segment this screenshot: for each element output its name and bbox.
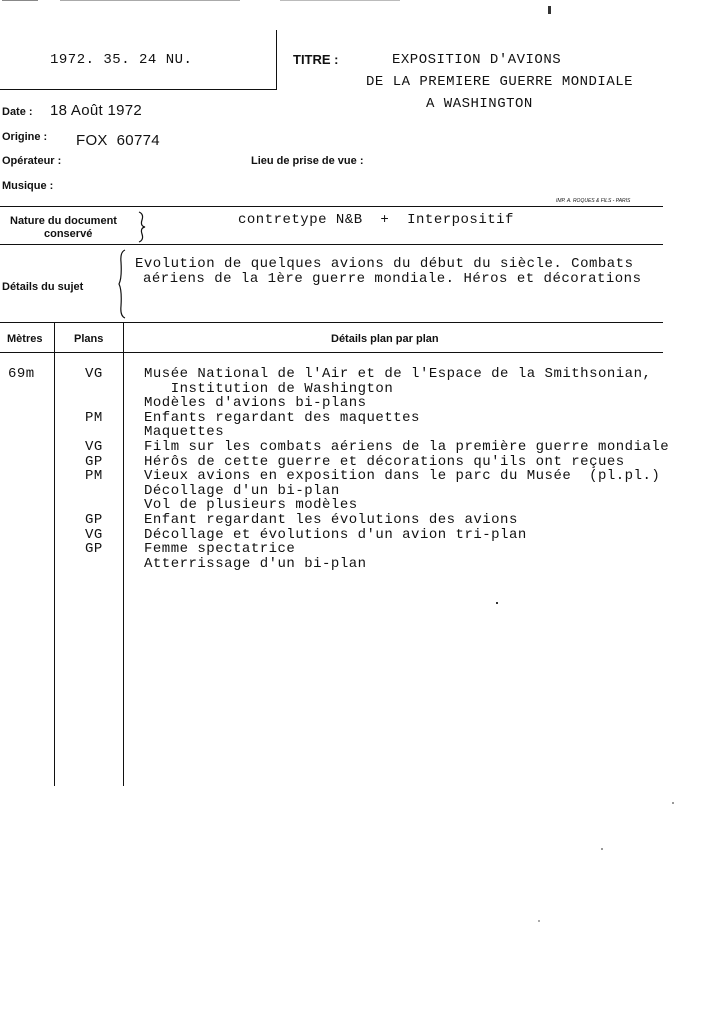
row-detail: Film sur les combats aériens de la première guerre mondiale: [144, 439, 670, 455]
musique-label: Musique :: [2, 180, 54, 192]
scan-speck: [548, 6, 551, 14]
col-plans-header: Plans: [74, 333, 104, 345]
row-detail: Enfants regardant des maquettes: [144, 409, 420, 426]
nature-label-line1: Nature du document: [10, 215, 117, 227]
row-plan: GP: [85, 453, 103, 470]
row-detail: Institution de Washington: [144, 380, 394, 397]
col-metres-header: Mètres: [7, 333, 43, 345]
operateur-label: Opérateur :: [2, 155, 62, 167]
scan-speck: [2, 0, 38, 1]
date-label: Date :: [2, 106, 33, 118]
origine-value: FOX 60774: [76, 132, 160, 149]
row-detail: Décollage et évolutions d'un avion tri-plan: [144, 526, 527, 543]
scan-speck: [60, 0, 240, 1]
titre-label: TITRE :: [293, 52, 339, 67]
row-detail: Enfant regardant les évolutions des avions: [144, 512, 518, 528]
scan-speck: [280, 0, 400, 1]
row-plan: PM: [85, 409, 103, 426]
scan-speck: [538, 920, 540, 922]
header-underline: [0, 89, 277, 90]
row-detail: Vol de plusieurs modèles: [144, 497, 358, 514]
metres-value: 69m: [8, 366, 35, 382]
table-top-rule: [0, 322, 663, 323]
origine-label: Origine :: [2, 131, 48, 143]
lieu-label: Lieu de prise de vue :: [251, 155, 364, 167]
titre-line-3: A WASHINGTON: [426, 96, 533, 112]
col-details-header: Détails plan par plan: [331, 333, 439, 345]
nature-brace: [137, 210, 147, 244]
row-plan: VG: [85, 439, 103, 455]
nature-value: contretype N&B + Interpositif: [238, 212, 514, 228]
row-detail: Maquettes: [144, 424, 225, 441]
reference-number: 1972. 35. 24 NU.: [50, 52, 193, 68]
sujet-line-2: aériens de la 1ère guerre mondiale. Héros et décorations: [143, 271, 642, 287]
date-value: 18 Août 1972: [50, 102, 143, 119]
row-detail: Modèles d'avions bi-plans: [144, 395, 367, 412]
row-detail: Musée National de l'Air et de l'Espace de la Smithsonian,: [144, 366, 652, 382]
row-detail: Décollage d'un bi-plan: [144, 482, 340, 499]
printer-mark: IMP. A. ROQUES & FILS - PARIS: [556, 198, 631, 204]
row-plan: GP: [85, 541, 103, 558]
row-detail: Atterrissage d'un bi-plan: [144, 555, 367, 572]
nature-top-rule: [0, 206, 663, 207]
sujet-top-rule: [0, 244, 663, 245]
row-plan: VG: [85, 526, 103, 543]
scan-speck: [496, 602, 498, 604]
sujet-line-1: Evolution de quelques avions du début du siècle. Combats: [135, 256, 634, 272]
nature-label-line2: conservé: [44, 228, 93, 240]
row-detail: Hérôs de cette guerre et décorations qu'ils ont reçues: [144, 453, 625, 470]
row-detail: Vieux avions en exposition dans le parc du Musée (pl.pl.): [144, 468, 661, 485]
table-header-rule: [0, 352, 663, 353]
sujet-brace: [117, 248, 129, 320]
row-plan: PM: [85, 468, 103, 485]
scan-speck: [672, 802, 674, 804]
col-divider-1: [54, 323, 55, 786]
scan-speck: [601, 848, 603, 850]
row-plan: VG: [85, 366, 103, 382]
sujet-label: Détails du sujet: [2, 281, 84, 293]
titre-line-2: DE LA PREMIERE GUERRE MONDIALE: [366, 74, 634, 90]
row-plan: GP: [85, 512, 103, 528]
header-divider: [276, 30, 277, 90]
titre-line-1: EXPOSITION D'AVIONS: [392, 52, 562, 68]
row-detail: Femme spectatrice: [144, 541, 296, 558]
col-divider-2: [123, 323, 124, 786]
